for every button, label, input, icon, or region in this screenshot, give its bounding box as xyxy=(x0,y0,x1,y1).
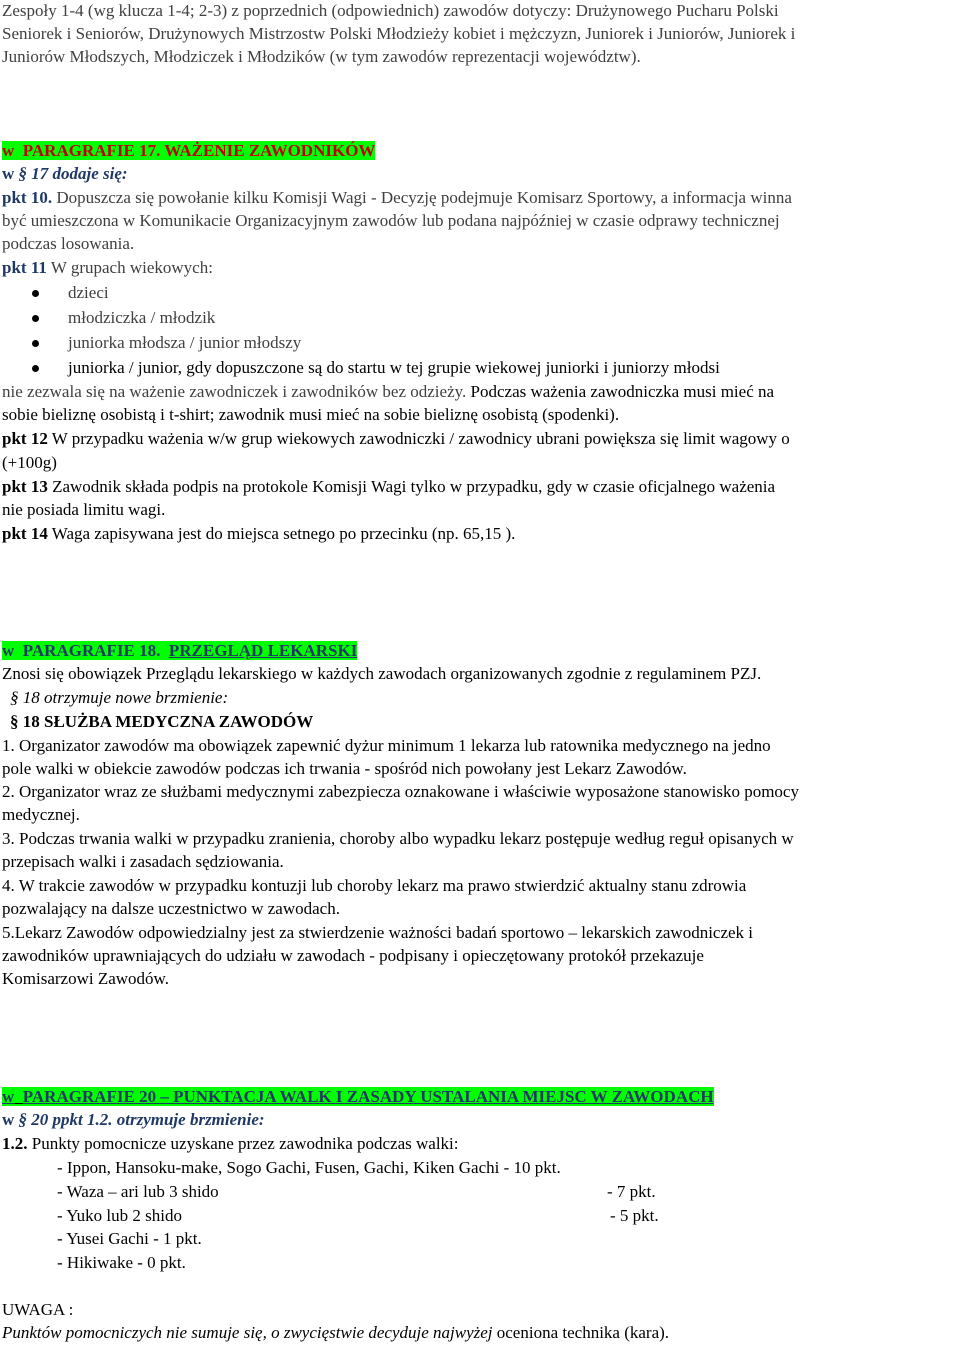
par18-item-2-line-1: 2. Organizator wraz ze służbami medycznymi zabezpiecza oznakowane i właściwie wyposażone stanowisko pomocy xyxy=(2,782,799,801)
pkt10-text-1: Dopuszcza się powołanie kilku Komisji Wagi - Decyzję podejmuje Komisarz Sportowy, a informacja winna xyxy=(56,188,792,207)
bullet-item xyxy=(2,282,942,304)
p12-text: Punkty pomocnicze uzyskane przez zawodnika podczas walki: xyxy=(31,1134,459,1153)
par18-item-4-line-2: pozwalający na dalsze uczestnictwo w zawodach. xyxy=(2,899,340,918)
points-item-4: - Yusei Gachi - 1 pkt. xyxy=(57,1229,202,1248)
bullet-item xyxy=(2,357,942,379)
intro-line-3: Juniorów Młodszych, Młodziczek i Młodzików (w tym zawodów reprezentacji województw). xyxy=(2,47,641,66)
bullet-text: juniorka młodsza / junior młodszy xyxy=(68,333,302,352)
bullet-icon xyxy=(32,340,39,347)
par18-intro: Znosi się obowiązek Przeglądu lekarskiego w każdych zawodach organizowanych zgodnie z regulaminem PZJ. xyxy=(2,664,762,683)
par18-item-4-line-1: 4. W trakcie zawodów w przypadku kontuzji lub choroby lekarz ma prawo stwierdzić aktualny stanu zdrowia xyxy=(2,876,747,895)
par20-heading-text: PARAGRAFIE 20 – PUNKTACJA WALK I ZASADY USTALANIA MIEJSC W ZAWODACH xyxy=(22,1087,714,1106)
bullet-item xyxy=(2,307,942,329)
par18-item-5-line-3: Komisarzowi Zawodów. xyxy=(2,969,169,988)
bullet-text: juniorka / junior, gdy dopuszczone są do startu w tej grupie wiekowej juniorki i juniorzy młodsi xyxy=(68,358,720,377)
final-note-italic: Punktów pomocniczych nie sumuje się, o zwycięstwie decyduje najwyżej xyxy=(2,1323,493,1342)
par18-item-3-line-1: 3. Podczas trwania walki w przypadku zranienia, choroby albo wypadku lekarz postępuje według reguł opisanych w xyxy=(2,829,794,848)
pkt11-label: pkt 11 xyxy=(2,258,47,277)
pkt10-label: pkt 10. xyxy=(2,188,53,207)
pkt12-text: W przypadku ważenia w/w grup wiekowych zawodniczki / zawodnicy ubrani powiększa się limit wagowy o xyxy=(51,429,790,448)
par20-subheading xyxy=(2,1109,265,1131)
par17-heading-text: PARAGRAFIE 17. WAŻENIE ZAWODNIKÓW xyxy=(22,141,376,160)
pkt14-text: Waga zapisywana jest do miejsca setnego po przecinku (np. 65,15 ). xyxy=(51,524,516,543)
pkt13-text: Zawodnik składa podpis na protokole Komisji Wagi tylko w przypadku, gdy w czasie oficjalnego ważenia xyxy=(52,477,776,496)
pkt14-line xyxy=(2,523,515,545)
pkt11-text: W grupach wiekowych: xyxy=(50,258,213,277)
pkt14-label: pkt 14 xyxy=(2,524,48,543)
par20-heading-w: w xyxy=(2,1087,15,1106)
par18-heading-a: PARAGRAFIE 18. xyxy=(22,641,161,660)
p12-label: 1.2. xyxy=(2,1134,28,1153)
weighing-line-1 xyxy=(2,381,774,403)
points-item-5: - Hikiwake - 0 pkt. xyxy=(57,1253,186,1272)
pkt10-line-1 xyxy=(2,187,792,209)
bullet-item xyxy=(2,332,942,354)
points-item-1: - Ippon, Hansoku-make, Sogo Gachi, Fusen, Gachi, Kiken Gachi - 10 pkt. xyxy=(57,1158,561,1177)
par20-p12-line xyxy=(2,1133,459,1155)
pkt10-line-2: być umieszczona w Komunikacie Organizacyjnym zawodów lub podana najpóźniej w czasie odprawy technicznej xyxy=(2,211,780,230)
weighing-text-1a: nie zezwala się na ważenie zawodniczek i zawodników bez odzieży. xyxy=(2,382,467,401)
pkt11-line xyxy=(2,257,213,279)
pkt13-line-1 xyxy=(2,476,775,498)
pkt12-line-1 xyxy=(2,428,790,450)
intro-line-2: Seniorek i Seniorów, Drużynowych Mistrzostw Polski Młodzieży kobiet i mężczyzn, Juniorek i Juniorów, Juniorek i xyxy=(2,24,796,43)
par18-heading-b: PRZEGLĄD LEKARSKI xyxy=(168,641,358,660)
par17-sub-prefix: w xyxy=(2,164,15,183)
par18-subheading xyxy=(10,687,228,709)
paragraph-sign: § xyxy=(10,688,19,707)
paragraph-sign: § xyxy=(10,712,19,731)
par17-heading xyxy=(2,140,375,162)
final-note-normal: oceniona technika (kara). xyxy=(492,1323,670,1342)
par18-item-5-line-1: 5.Lekarz Zawodów odpowiedzialny jest za stwierdzenie ważności badań sportowo – lekarskich zawodniczek i xyxy=(2,923,754,942)
points-item-3: - Yuko lub 2 shido xyxy=(57,1206,182,1225)
par20-heading xyxy=(2,1086,714,1108)
paragraph-sign: § xyxy=(18,1110,28,1129)
par18-title xyxy=(10,711,313,733)
pkt10-line-3: podczas losowania. xyxy=(2,234,135,253)
bullet-icon xyxy=(32,290,39,297)
bullet-text: dzieci xyxy=(68,283,109,302)
uwaga-label: UWAGA : xyxy=(2,1300,74,1319)
par18-title-text: 18 SŁUŻBA MEDYCZNA ZAWODÓW xyxy=(22,712,314,731)
par17-heading-w: w xyxy=(2,141,15,160)
weighing-line-2: sobie bieliznę osobistą i t-shirt; zawodnik musi mieć na sobie bieliznę osobistą (spodenki). xyxy=(2,405,620,424)
par18-heading-w: w xyxy=(2,641,15,660)
par20-sub-text: 20 ppkt 1.2. otrzymuje brzmienie: xyxy=(31,1110,265,1129)
par18-item-5-line-2: zawodników uprawniających do udziału w zawodach - podpisany i opieczętowany protokół przekazuje xyxy=(2,946,704,965)
final-note xyxy=(2,1322,669,1344)
par18-heading xyxy=(2,640,357,662)
pkt13-label: pkt 13 xyxy=(2,477,48,496)
pkt12-label: pkt 12 xyxy=(2,429,48,448)
pkt13-line-2: nie posiada limitu wagi. xyxy=(2,500,166,519)
bullet-text: młodziczka / młodzik xyxy=(68,308,216,327)
weighing-text-1b: Podczas ważenia zawodniczka musi mieć na xyxy=(470,382,775,401)
par18-item-1-line-1: 1. Organizator zawodów ma obowiązek zapewnić dyżur minimum 1 lekarza lub ratownika medycznego na jedno xyxy=(2,736,771,755)
par18-sub-text: 18 otrzymuje nowe brzmienie: xyxy=(22,688,229,707)
points-item-2: - Waza – ari lub 3 shido xyxy=(57,1182,219,1201)
par20-sub-prefix: w xyxy=(2,1110,15,1129)
bullet-icon xyxy=(32,315,39,322)
par18-item-2-line-2: medycznej. xyxy=(2,805,80,824)
par18-item-1-line-2: pole walki w obiekcie zawodów podczas ich trwania - spośród nich powołany jest Lekarz Zawodów. xyxy=(2,759,687,778)
par17-subheading xyxy=(2,163,128,185)
pkt12-line-2: (+100g) xyxy=(2,453,57,472)
par18-item-3-line-2: przepisach walki i zasadach sędziowania. xyxy=(2,852,284,871)
paragraph-sign: § xyxy=(18,164,28,183)
intro-line-1: Zespoły 1-4 (wg klucza 1-4; 2-3) z poprzednich (odpowiednich) zawodów dotyczy: Drużynowego Pucharu Polski xyxy=(2,1,779,20)
points-item-3-value: - 5 pkt. xyxy=(610,1206,659,1225)
par17-sub-text: 17 dodaje się: xyxy=(31,164,128,183)
points-item-2-value: - 7 pkt. xyxy=(607,1182,656,1201)
bullet-icon xyxy=(32,365,39,372)
